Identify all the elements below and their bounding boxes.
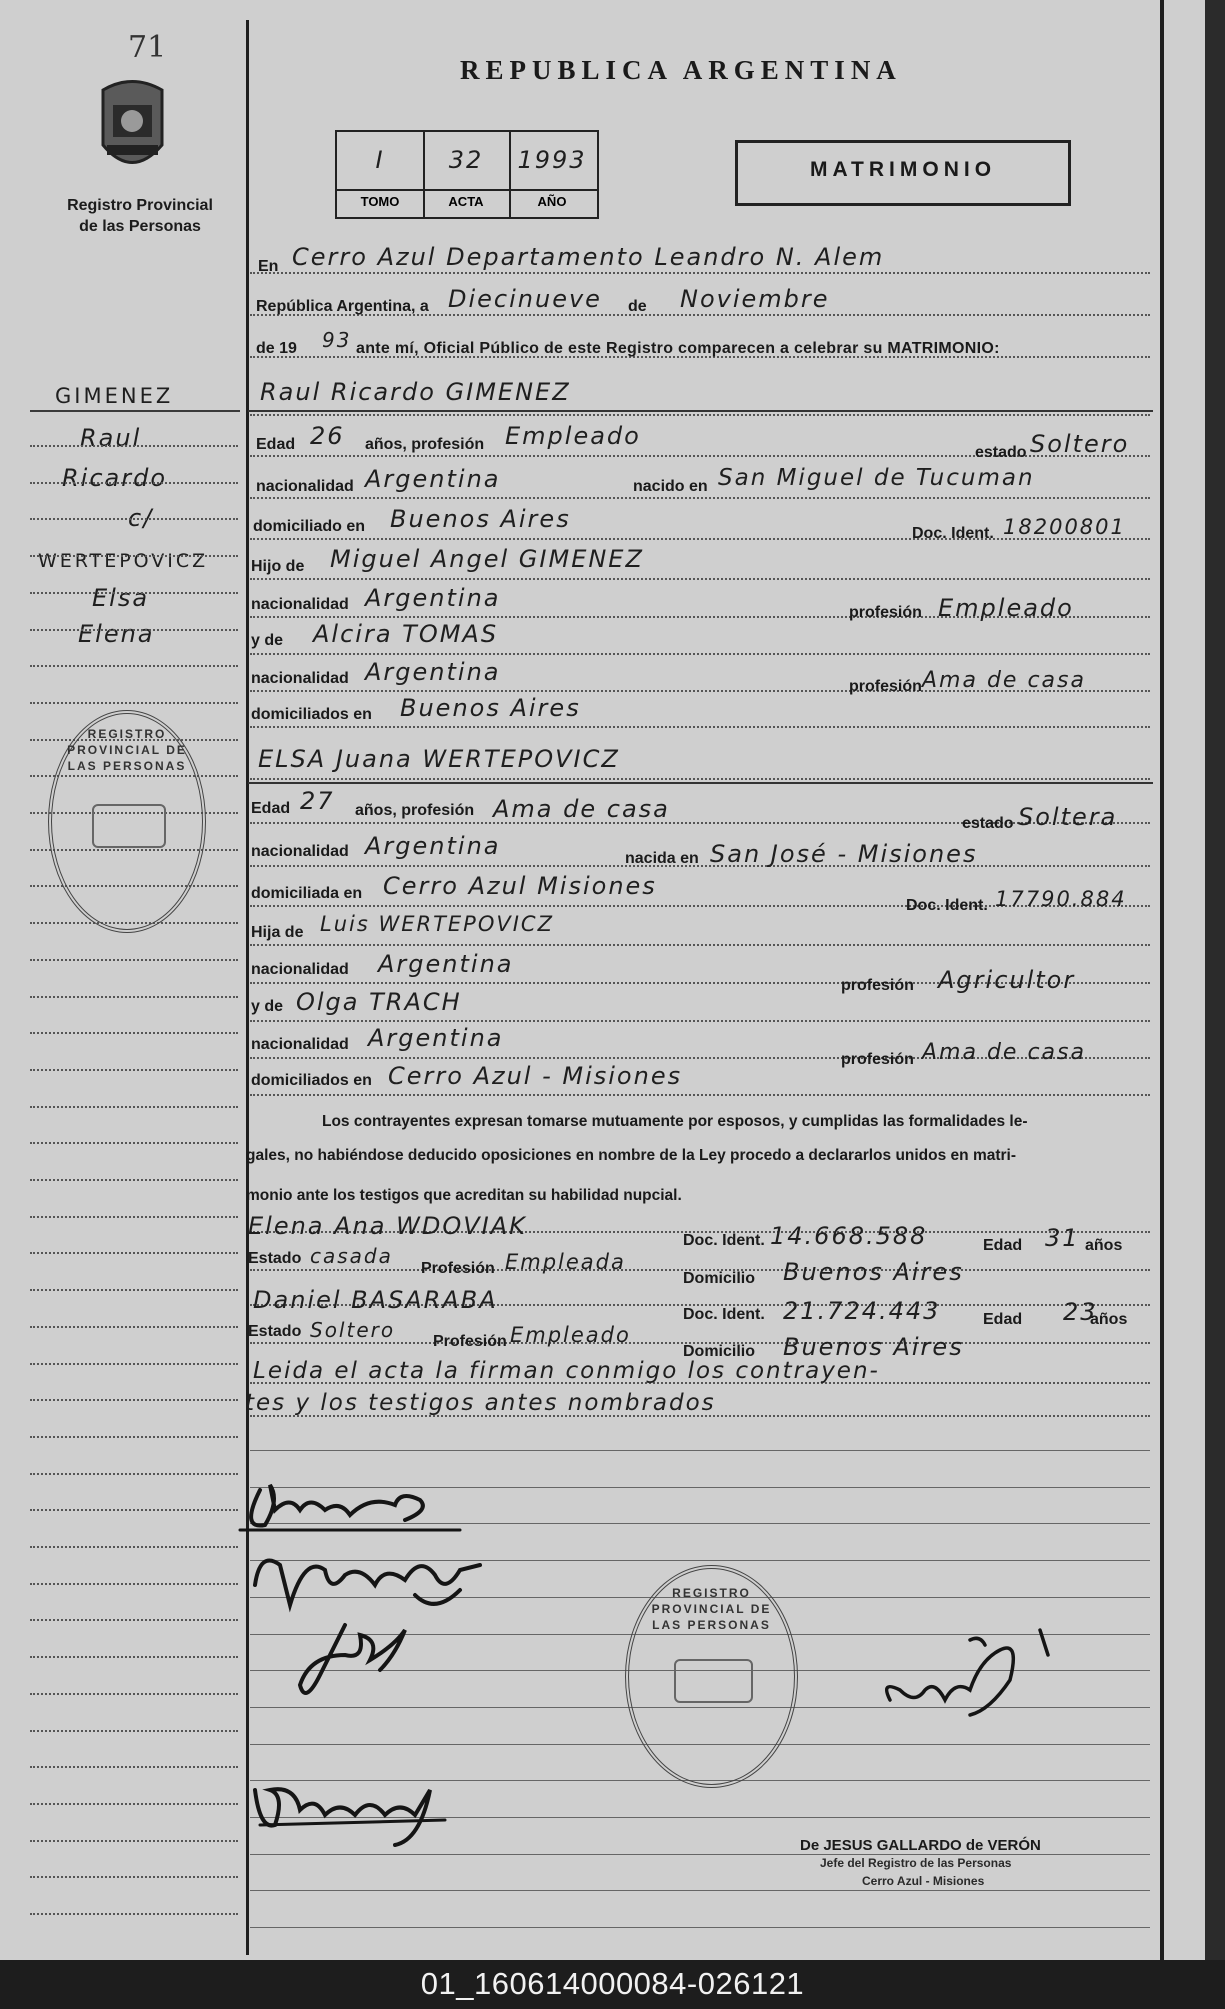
groom-age: 26 — [310, 422, 345, 450]
margin-ruled-line — [30, 445, 238, 447]
closing-line-1: Leida el acta la firman conmigo los contrayen- — [253, 1358, 880, 1384]
bride-father: Luis WERTEPOVICZ — [320, 912, 554, 936]
witness2-domicilio-label: Domicilio — [683, 1343, 756, 1360]
file-caption: 01_160614000084-026121 — [420, 1966, 805, 2001]
signature-ruled-line — [250, 1450, 1150, 1451]
tomo-value: I — [375, 146, 385, 174]
groom-nacionalidad-label: nacionalidad — [256, 478, 354, 495]
witness1-anos-label: años — [1085, 1237, 1123, 1254]
witness2-profession: Empleado — [510, 1323, 631, 1347]
margin-bride-name-2: Elena — [78, 620, 155, 648]
folio-number: 71 — [128, 30, 167, 65]
witness1-name: Elena Ana WDOVIAK — [248, 1212, 527, 1240]
officer-name: De JESUS GALLARDO de VERÓN — [800, 1837, 1041, 1854]
form-ruled-line — [250, 497, 1150, 499]
margin-ruled-line — [30, 518, 238, 520]
witness2-profesion-label: Profesión — [433, 1333, 507, 1350]
margin-ruled-line — [30, 996, 238, 998]
groom-parents-dom-label: domiciliados en — [251, 706, 372, 723]
witness2-name: Daniel BASARABA — [253, 1286, 498, 1314]
margin-ruled-line — [30, 1142, 238, 1144]
groom-father-profession: Empleado — [938, 594, 1074, 622]
groom-mother: Alcira TOMAS — [313, 620, 499, 648]
witness2-edad-label: Edad — [983, 1311, 1023, 1328]
intro-republica-label: República Argentina, a — [256, 298, 429, 315]
margin-groom-surname: GIMENEZ — [55, 384, 174, 408]
witness2-doc-label: Doc. Ident. — [683, 1306, 765, 1323]
margin-bride-name-1: Elsa — [92, 584, 150, 612]
witness1-estado-label: Estado — [248, 1250, 302, 1267]
signature-witness2 — [245, 1770, 475, 1850]
form-ruled-line — [250, 726, 1150, 728]
document-type: MATRIMONIO — [809, 158, 997, 181]
signature-ruled-line — [250, 1890, 1150, 1891]
form-ruled-line — [250, 1020, 1150, 1022]
bride-domicile: Cerro Azul Misiones — [383, 872, 657, 900]
margin-ruled-line — [30, 1032, 238, 1034]
witness2-state: Soltero — [310, 1318, 396, 1342]
margin-ruled-line — [30, 1326, 238, 1328]
margin-ruled-line — [30, 702, 238, 704]
bride-age: 27 — [300, 787, 335, 815]
margin-ruled-line — [30, 1730, 238, 1732]
record-number-box — [335, 130, 599, 219]
margin-ruled-line — [30, 1106, 238, 1108]
declaration-line-3: monio ante los testigos que acreditan su habilidad nupcial. — [246, 1187, 682, 1204]
section-separator — [248, 782, 1153, 784]
margin-ruled-line — [30, 959, 238, 961]
groom-doc-label: Doc. Ident. — [912, 525, 994, 542]
country-title: REPUBLICA ARGENTINA — [460, 55, 902, 85]
groom-profession: Empleado — [505, 422, 641, 450]
bride-full-name: ELSA Juana WERTEPOVICZ — [258, 745, 620, 773]
form-ruled-line — [250, 414, 1150, 416]
groom-domicile: Buenos Aires — [390, 505, 571, 533]
witness2-age: 23 — [1063, 1298, 1098, 1326]
witness2-domicile: Buenos Aires — [783, 1333, 964, 1361]
margin-top-rule — [30, 410, 240, 412]
bride-mother: Olga TRACH — [296, 988, 462, 1016]
form-ruled-line — [250, 944, 1150, 946]
signature-ruled-line — [250, 1927, 1150, 1928]
groom-civil-state: Soltero — [1030, 430, 1130, 458]
bride-nationality: Argentina — [365, 832, 501, 860]
witness1-state: casada — [310, 1244, 393, 1268]
margin-ruled-line — [30, 1876, 238, 1878]
witness2-doc: 21.724.443 — [783, 1297, 941, 1325]
margin-ruled-line — [30, 629, 238, 631]
signature-officer — [870, 1620, 1070, 1730]
margin-stamp-text: REGISTRO PROVINCIAL DE LAS PERSONAS — [67, 727, 187, 773]
margin-ruled-line — [30, 1803, 238, 1805]
margin-ruled-line — [30, 1069, 238, 1071]
margin-vertical-rule — [246, 20, 249, 1955]
bride-father-profession: Agricultor — [938, 966, 1076, 994]
margin-ruled-line — [30, 1693, 238, 1695]
groom-hijo-label: Hijo de — [251, 558, 305, 575]
witness1-doc: 14.668.588 — [770, 1222, 928, 1250]
margin-ruled-line — [30, 1546, 238, 1548]
groom-doc-number: 18200801 — [1003, 515, 1126, 539]
margin-ruled-line — [30, 1840, 238, 1842]
margin-ruled-line — [30, 1509, 238, 1511]
bride-mother-profession: Ama de casa — [922, 1040, 1086, 1065]
margin-ruled-line — [30, 1179, 238, 1181]
acta-label: ACTA — [448, 194, 484, 209]
bride-domiciliada-label: domiciliada en — [251, 885, 363, 902]
groom-mother-prof-label: profesión — [849, 678, 922, 695]
anio-label: AÑO — [537, 194, 567, 209]
bride-anos-profesion-label: años, profesión — [355, 802, 475, 819]
witness1-domicilio-label: Domicilio — [683, 1270, 756, 1287]
groom-mother-nationality: Argentina — [365, 658, 501, 686]
intro-day: Diecinueve — [448, 285, 602, 313]
signature-bride — [235, 1535, 495, 1620]
bride-mother-nationality: Argentina — [368, 1024, 504, 1052]
form-ruled-line — [250, 822, 1150, 824]
groom-mother-nat-label: nacionalidad — [251, 670, 349, 687]
margin-ruled-line — [30, 1289, 238, 1291]
bride-mother-nat-label: nacionalidad — [251, 1036, 349, 1053]
groom-father-nationality: Argentina — [365, 584, 501, 612]
groom-parents-domicile: Buenos Aires — [400, 694, 581, 722]
anio-value: 1993 — [517, 146, 587, 174]
witness2-estado-label: Estado — [248, 1323, 302, 1340]
witness1-profession: Empleada — [505, 1250, 626, 1274]
bride-parents-domicile: Cerro Azul - Misiones — [388, 1062, 683, 1090]
bride-father-nat-label: nacionalidad — [251, 961, 349, 978]
groom-father: Miguel Angel GIMENEZ — [330, 545, 644, 573]
officer-title: Jefe del Registro de las Personas — [820, 1856, 1012, 1870]
bride-profession: Ama de casa — [493, 795, 670, 823]
signature-witness1 — [285, 1615, 435, 1715]
declaration-line-2: gales, no habiéndose deducido oposiciones en nombre de la Ley procedo a declararlos unidos en matri- — [246, 1147, 1017, 1164]
margin-ruled-line — [30, 1399, 238, 1401]
bride-doc-number: 17790.884 — [995, 887, 1127, 911]
groom-yde-label: y de — [251, 632, 284, 649]
groom-mother-profession: Ama de casa — [922, 668, 1086, 693]
groom-father-nat-label: nacionalidad — [251, 596, 349, 613]
margin-ruled-line — [30, 1619, 238, 1621]
witness2-anos-label: años — [1090, 1311, 1128, 1328]
officer-stamp-center — [674, 1659, 753, 1703]
margin-ruled-line — [30, 1252, 238, 1254]
margin-ruled-line — [30, 555, 238, 557]
groom-full-name: Raul Ricardo GIMENEZ — [260, 378, 571, 406]
margin-bride-surname: WERTEPOVICZ — [38, 550, 209, 572]
officer-registry-stamp — [625, 1565, 798, 1788]
intro-en-label: En — [258, 258, 279, 275]
bride-yde-label: y de — [251, 998, 284, 1015]
acta-value: 32 — [448, 146, 484, 174]
form-ruled-line — [250, 778, 1150, 780]
intro-statement: ante mí, Oficial Público de este Registro comparecen a celebrar su MATRIMONIO: — [356, 340, 1000, 357]
bride-father-nationality: Argentina — [378, 950, 514, 978]
margin-ruled-line — [30, 1216, 238, 1218]
groom-anos-profesion-label: años, profesión — [365, 436, 485, 453]
margin-ruled-line — [30, 1583, 238, 1585]
form-ruled-line — [250, 578, 1150, 580]
margin-ruled-line — [30, 1363, 238, 1365]
margin-ruled-line — [30, 1436, 238, 1438]
bride-doc-label: Doc. Ident. — [906, 897, 988, 914]
margin-ruled-line — [30, 592, 238, 594]
margin-stamp-center — [92, 804, 166, 848]
form-ruled-line — [250, 865, 1150, 867]
intro-year-prefix: de 19 — [256, 340, 297, 357]
form-ruled-line — [250, 653, 1150, 655]
groom-domiciliado-label: domiciliado en — [253, 518, 366, 535]
margin-ruled-line — [30, 482, 238, 484]
bride-mother-prof-label: profesión — [841, 1051, 914, 1068]
groom-father-prof-label: profesión — [849, 604, 922, 621]
intro-de-label: de — [628, 298, 647, 315]
form-ruled-line — [250, 1094, 1150, 1096]
document-type-box — [735, 140, 1071, 206]
coat-of-arms-emblem — [95, 75, 170, 180]
margin-registry-stamp — [48, 710, 206, 933]
closing-line-2: tes y los testigos antes nombrados — [245, 1390, 716, 1416]
bride-edad-label: Edad — [251, 800, 291, 817]
groom-nacido-label: nacido en — [633, 478, 708, 495]
margin-ruled-line — [30, 1766, 238, 1768]
registry-caption: Registro Provincial de las Personas — [67, 197, 213, 235]
witness1-domicile: Buenos Aires — [783, 1258, 964, 1286]
groom-estado-label: estado — [975, 444, 1027, 461]
bride-parents-dom-label: domiciliados en — [251, 1072, 372, 1089]
margin-groom-name-2: Ricardo — [62, 464, 168, 492]
bride-civil-state: Soltera — [1018, 803, 1118, 831]
intro-month: Noviembre — [680, 285, 830, 313]
groom-birthplace: San Miguel de Tucuman — [718, 465, 1035, 491]
bride-estado-label: estado — [962, 815, 1014, 832]
margin-ruled-line — [30, 1656, 238, 1658]
witness1-doc-label: Doc. Ident. — [683, 1232, 765, 1249]
bride-hija-label: Hija de — [251, 924, 304, 941]
witness1-age: 31 — [1045, 1224, 1080, 1252]
officer-location: Cerro Azul - Misiones — [862, 1874, 985, 1888]
margin-groom-name-1: Raul — [80, 424, 142, 452]
bride-nacida-label: nacida en — [625, 850, 699, 867]
bride-birthplace: San José - Misiones — [710, 840, 978, 868]
right-border-rule — [1160, 0, 1164, 1960]
bride-nacionalidad-label: nacionalidad — [251, 843, 349, 860]
groom-edad-label: Edad — [256, 436, 296, 453]
form-ruled-line — [250, 272, 1150, 274]
margin-ruled-line — [30, 1913, 238, 1915]
tomo-label: TOMO — [360, 194, 400, 209]
bride-father-prof-label: profesión — [841, 977, 914, 994]
intro-year-suffix: 93 — [322, 328, 352, 352]
officer-stamp-text: REGISTRO PROVINCIAL DE LAS PERSONAS — [651, 1586, 772, 1632]
margin-ruled-line — [30, 665, 238, 667]
section-separator — [248, 410, 1153, 412]
intro-place: Cerro Azul Departamento Leandro N. Alem — [292, 243, 885, 271]
declaration-line-1: Los contrayentes expresan tomarse mutuamente por esposos, y cumplidas las formalidades le- — [322, 1113, 1028, 1130]
witness1-edad-label: Edad — [983, 1237, 1023, 1254]
margin-connector: c/ — [128, 504, 154, 532]
margin-ruled-line — [30, 1473, 238, 1475]
witness1-profesion-label: Profesión — [421, 1260, 495, 1277]
groom-nationality: Argentina — [365, 465, 501, 493]
